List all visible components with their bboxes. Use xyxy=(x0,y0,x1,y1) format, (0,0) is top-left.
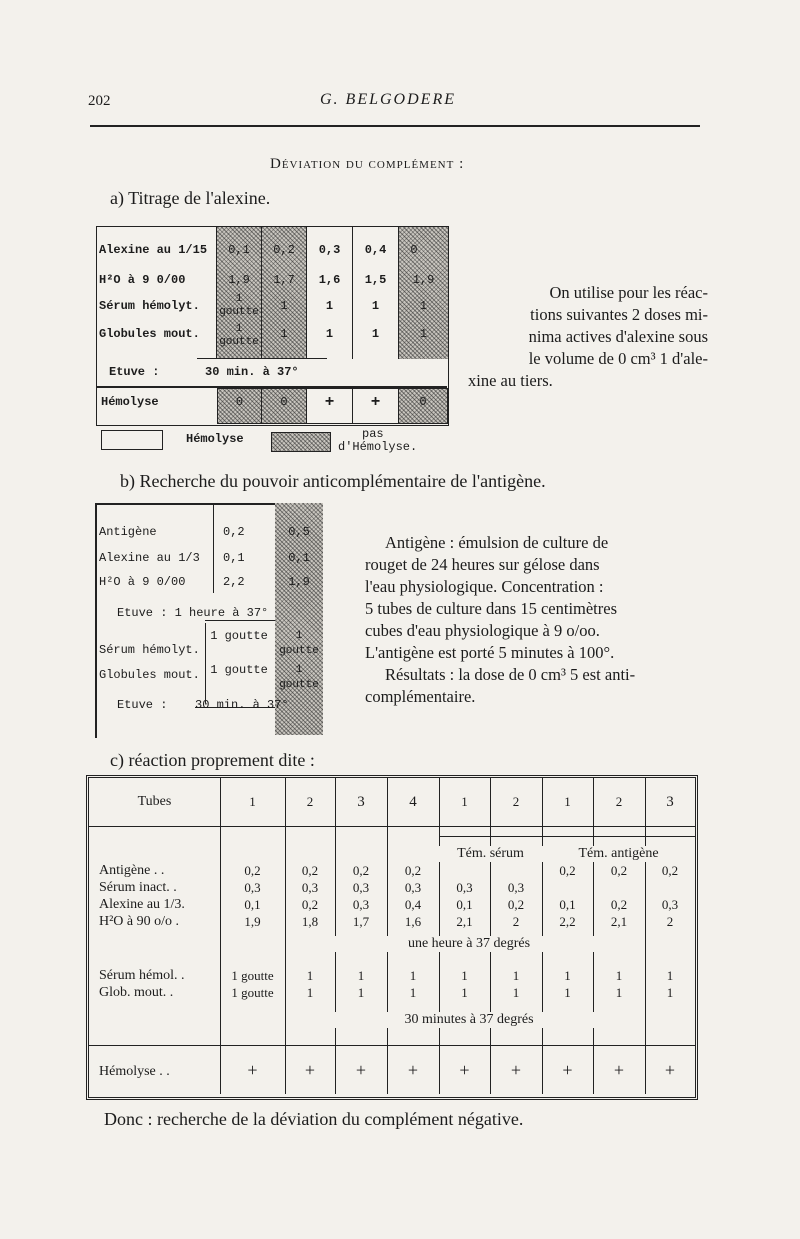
cell-value: 1 xyxy=(419,299,428,313)
cell-value: 0,3 xyxy=(456,880,473,895)
col-divider xyxy=(205,623,206,703)
cell-value: 1 xyxy=(280,327,288,341)
cell-value: 1 xyxy=(419,327,428,341)
etuve-rule xyxy=(197,358,327,359)
cell-value: 2 xyxy=(512,914,520,929)
hemolyse-value: + xyxy=(562,1060,573,1080)
text-line: rouget de 24 heures sur gélose dans xyxy=(365,555,600,574)
cell-value: 0,3 xyxy=(404,880,422,895)
cell-value: 1 xyxy=(357,968,365,983)
cell-value: 0,2 xyxy=(507,897,525,912)
etuve-1-hour: Etuve : 1 heure à 37° xyxy=(117,606,269,620)
cell-value: 0,2 xyxy=(610,863,628,878)
text-line: L'antigène est porté 5 minutes à 100°. xyxy=(365,643,615,662)
cell-value: 1 xyxy=(371,327,380,341)
cell-value: 1 xyxy=(409,968,417,983)
row-label: Sérum hémol. . xyxy=(99,968,185,983)
hemolyse-value: + xyxy=(510,1060,522,1080)
cell-value: 1 xyxy=(325,299,334,313)
cell-value: 1 xyxy=(306,968,314,983)
tem-serum-label: Tém. sérum xyxy=(439,846,542,862)
cell-value: 1 goutte xyxy=(210,629,268,643)
section-title: Déviation du complément : xyxy=(270,156,465,172)
legend-hemolyse-label: Hémolyse xyxy=(186,432,244,446)
cell-value: 0,2 xyxy=(273,243,295,257)
tube-number: 2 xyxy=(615,794,623,809)
cell-value: 0,1 xyxy=(456,897,473,912)
cell-value: 1,9 xyxy=(288,575,310,589)
hemolyse-value: 0 xyxy=(280,395,288,409)
cell-value: 1,6 xyxy=(404,914,422,929)
hemolyse-value: 0 xyxy=(235,395,244,409)
cell-value: 0,3 xyxy=(661,897,679,912)
cell-value: 1 goutte xyxy=(219,323,259,348)
tube-number: 1 xyxy=(249,794,256,809)
cell-value: 0,2 xyxy=(301,863,319,878)
row-label: Sérum inact. . xyxy=(99,880,177,895)
cell-value: 0,4 xyxy=(364,243,387,257)
cell-value: 1 xyxy=(409,985,417,1000)
cell-value: 1 xyxy=(512,968,520,983)
alexine-titration-table xyxy=(96,226,449,426)
tem-serum-rule xyxy=(439,836,542,837)
text-line: cubes d'eau physiologique à 9 o/oo. xyxy=(365,621,600,640)
row-label-globules: Globules mout. xyxy=(99,327,200,341)
tubes-header-label: Tubes xyxy=(137,794,172,809)
cell-value: 0,3 xyxy=(352,880,370,895)
hemolyse-value: 0 xyxy=(419,395,427,409)
part-b-heading: b) Recherche du pouvoir anticomplémentaire de l'antigène. xyxy=(120,471,546,491)
text-line: l'eau physiologique. Concentration : xyxy=(365,577,604,596)
cell-value: 1 goutte xyxy=(279,664,319,691)
cell-value: 1 xyxy=(357,985,365,1000)
text-line: tions suivantes 2 doses mi- xyxy=(530,305,708,324)
header-rule xyxy=(90,125,700,127)
text-line: Antigène : émulsion de culture de xyxy=(385,533,609,552)
row-label: Alexine au 1/3. xyxy=(99,897,185,912)
trente-minutes-label: 30 minutes à 37 degrés xyxy=(329,1012,609,1028)
table-left-border xyxy=(95,503,97,738)
cell-value: 0,2 xyxy=(610,897,628,912)
hemolyse-label: Hémolyse xyxy=(101,395,159,409)
cell-value: 0,3 xyxy=(352,897,370,912)
cell-value: 1 xyxy=(306,985,314,1000)
cell-value: 1 xyxy=(564,985,571,1000)
header-rule xyxy=(89,826,695,827)
tube-number: 1 xyxy=(461,794,468,809)
cell-value: 1 xyxy=(666,968,674,983)
etuve-label: Etuve : xyxy=(117,698,168,712)
cell-value: 1 xyxy=(325,327,334,341)
cell-value: 1,5 xyxy=(364,273,387,287)
hemolyse-value: + xyxy=(370,393,381,411)
cell-value: 0,1 xyxy=(228,243,250,257)
cell-value: 0,1 xyxy=(559,897,576,912)
row-label: Alexine au 1/3 xyxy=(99,551,200,565)
cell-value: 0,3 xyxy=(244,880,261,895)
etuve-rule xyxy=(205,620,275,621)
text-line: On utilise pour les réac- xyxy=(549,283,708,302)
running-title: G. BELGODERE xyxy=(320,91,456,108)
cell-value: 1 xyxy=(371,299,380,313)
cell-value: 0,3 xyxy=(507,880,525,895)
tube-number: 2 xyxy=(306,794,314,809)
hemolyse-row-label: Hémolyse . . xyxy=(99,1064,170,1079)
legend-pas: pas xyxy=(362,427,384,441)
col-divider xyxy=(213,503,214,593)
etuve-value: 30 min. à 37° xyxy=(205,365,299,379)
tube-number: 4 xyxy=(409,794,417,810)
reaction-table xyxy=(86,775,698,1100)
cell-value: 2,2 xyxy=(559,914,576,929)
cell-value: 0,1 xyxy=(223,551,245,565)
row-label: Glob. mout. . xyxy=(99,985,174,1000)
legend-no-hemolyse-swatch xyxy=(271,432,331,452)
cell-value: 0,5 xyxy=(288,525,310,539)
hemolyse-value: + xyxy=(459,1060,470,1080)
text-line: xine au tiers. xyxy=(468,371,553,390)
cell-value: 0,2 xyxy=(244,863,261,878)
conclusion: Donc : recherche de la déviation du complément négative. xyxy=(104,1109,524,1129)
cell-value: 0,4 xyxy=(404,897,422,912)
cell-value: 1 goutte xyxy=(231,968,274,983)
row-label: Antigène xyxy=(99,525,157,539)
text-line: le volume de 0 cm³ 1 d'ale- xyxy=(528,349,708,368)
tube-number: 3 xyxy=(666,794,674,810)
cell-value: 1 xyxy=(615,968,623,983)
cell-value: 1 xyxy=(564,968,571,983)
hemolyse-value: + xyxy=(664,1060,676,1080)
cell-value: 1 xyxy=(461,968,468,983)
cell-value: 1 xyxy=(666,985,674,1000)
cell-value: 2 xyxy=(666,914,674,929)
cell-value: 2,1 xyxy=(456,914,473,929)
text-line: complémentaire. xyxy=(365,687,476,706)
hemolyse-value: + xyxy=(355,1060,367,1080)
cell-value: 1,9 xyxy=(244,914,261,929)
cell-value: 0,2 xyxy=(352,863,370,878)
cell-value: 1,9 xyxy=(412,273,435,287)
cell-value: 0,2 xyxy=(404,863,422,878)
row-label: H²O à 90 o/o . xyxy=(99,914,180,929)
cell-value: 1 goutte xyxy=(219,293,259,318)
antigen-table xyxy=(95,503,325,738)
cell-value: 2,2 xyxy=(223,575,245,589)
cell-value: 2,1 xyxy=(610,914,628,929)
cell-value: 1 xyxy=(615,985,623,1000)
text-line: nima actives d'alexine sous xyxy=(528,327,708,346)
legend-pas-hemolyse: d'Hémolyse. xyxy=(338,440,418,454)
cell-value: 1 goutte xyxy=(279,630,319,657)
cell-value: 0,3 xyxy=(318,243,341,257)
part-c-heading: c) réaction proprement dite : xyxy=(110,750,315,770)
cell-value: 0,2 xyxy=(559,863,576,878)
hemolyse-value: + xyxy=(247,1060,258,1080)
cell-value: 1 xyxy=(280,299,288,313)
cell-value: 0,2 xyxy=(661,863,679,878)
row-label: H²O à 9 0/00 xyxy=(99,575,186,589)
row-label-serum: Sérum hémolyt. xyxy=(99,299,200,313)
cell-value: 1,7 xyxy=(273,273,295,287)
hemolyse-value: + xyxy=(324,393,335,411)
part-a-heading: a) Titrage de l'alexine. xyxy=(110,188,271,208)
tem-antigene-rule xyxy=(542,836,695,837)
text-line: Résultats : la dose de 0 cm³ 5 est anti- xyxy=(385,665,636,684)
cell-value: 1,6 xyxy=(318,273,341,287)
tem-antigene-label: Tém. antigène xyxy=(542,846,695,862)
cell-value: 1 xyxy=(512,985,520,1000)
tube-number: 1 xyxy=(564,794,571,809)
hemolyse-value: + xyxy=(304,1060,316,1080)
row-label: Sérum hémolyt. xyxy=(99,643,200,657)
cell-value: 0,2 xyxy=(223,525,245,539)
cell-value: 1 goutte xyxy=(231,985,274,1000)
row-label: Antigène . . xyxy=(99,863,165,878)
cell-value: 1,8 xyxy=(301,914,319,929)
row-label-alexine: Alexine au 1/15 xyxy=(99,243,208,257)
row-label: Globules mout. xyxy=(99,668,200,682)
cell-value: 0,1 xyxy=(244,897,261,912)
cell-value: 1,9 xyxy=(228,273,250,287)
cell-value: 0,2 xyxy=(301,897,319,912)
part-b-side-text xyxy=(365,532,705,708)
part-a-side-text xyxy=(468,282,708,392)
hemolyse-rule xyxy=(89,1045,695,1046)
cell-value: 0 xyxy=(410,243,418,257)
row-label-h2o: H²O à 9 0/00 xyxy=(99,273,186,287)
tube-number: 2 xyxy=(512,794,520,809)
une-heure-label: une heure à 37 degrés xyxy=(329,936,609,952)
cell-value: 0,3 xyxy=(301,880,319,895)
etuve-label: Etuve : xyxy=(109,365,160,379)
page-number: 202 xyxy=(88,93,111,109)
cell-value: 1 xyxy=(461,985,468,1000)
cell-value: 1 goutte xyxy=(210,663,268,677)
cell-value: 1,7 xyxy=(352,914,370,929)
tube-number: 3 xyxy=(357,794,365,810)
cell-value: 0,1 xyxy=(288,551,310,565)
hemolyse-value: + xyxy=(407,1060,419,1080)
etuve-value: 30 min. à 37° xyxy=(195,698,289,712)
hemolyse-value: + xyxy=(613,1060,625,1080)
legend-hemolyse-swatch xyxy=(101,430,163,450)
text-line: 5 tubes de culture dans 15 centimètres xyxy=(365,599,618,618)
